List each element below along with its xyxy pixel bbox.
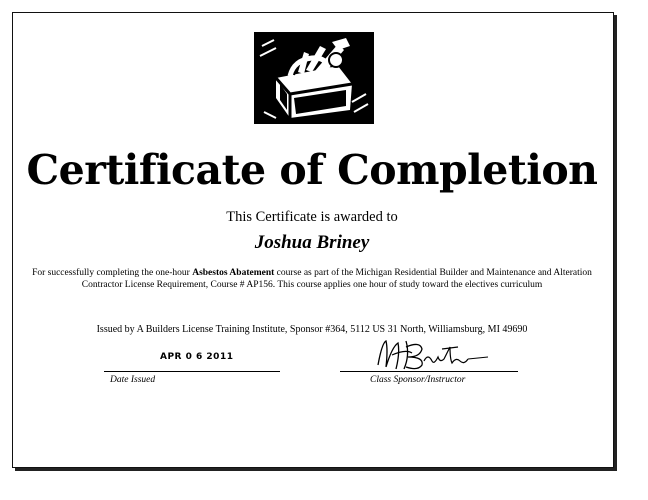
- course-description-lead: For successfully completing the one-hour: [32, 268, 193, 278]
- date-stamp: APR 0 6 2011: [160, 352, 234, 362]
- course-description: [30, 268, 594, 291]
- recipient-name: Joshua Briney: [254, 232, 370, 253]
- signature-icon: [372, 335, 492, 373]
- date-issued-label: Date Issued: [110, 375, 156, 385]
- certificate-title: Certificate of Completion: [26, 146, 598, 194]
- toolbox-icon: [254, 32, 374, 124]
- date-signature-line: [104, 371, 280, 372]
- course-description-rest: course as part of the Michigan Residential Builder and Maintenance and Alteration Contractor License Requirement, Course # AP156. This course applies one hour of study toward the electives curriculum: [81, 268, 592, 290]
- awarded-text: This Certificate is awarded to: [226, 209, 398, 225]
- sponsor-label: Class Sponsor/Instructor: [370, 375, 466, 385]
- course-name: Asbestos Abatement: [192, 268, 275, 278]
- sponsor-signature-line: [340, 371, 518, 372]
- issued-by-text: Issued by A Builders License Training Institute, Sponsor #364, 5112 US 31 North, Williamsburg, MI 49690: [96, 324, 528, 335]
